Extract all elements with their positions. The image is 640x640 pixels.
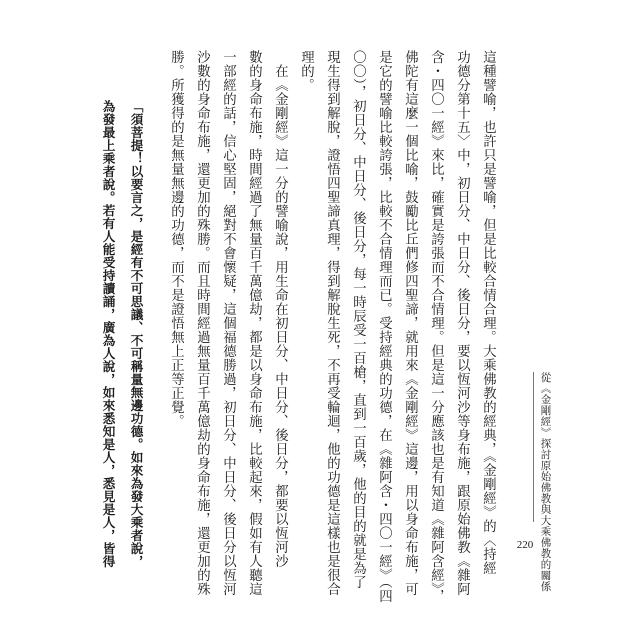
- page-number: 220: [516, 539, 534, 551]
- text-line: 現生得到解脫，證悟四聖諦真理，得到解脫生死，不再受輪迴，他的功德是這樣也是很合: [324, 50, 340, 596]
- text-line: 功德分第十五〉中，初日分、中日分、後日分，要以恆河沙等身布施，跟原始佛教《雜阿: [454, 50, 470, 596]
- text-line: 勝。所獲得的是無量無邊的功德，而不是證悟無上正等正覺。: [168, 50, 184, 428]
- text-line: 佛陀有這麼一個比喻，鼓勵比丘們修四聖諦，就用來《金剛經》這邊，用以身命布施，可: [402, 50, 418, 596]
- text-line: 在《金剛經》這一分的譬喻說，用生命在初日分、中日分、後日分，都要以恆河沙: [272, 50, 288, 568]
- text-line: 理的。: [298, 50, 314, 92]
- text-line: 是它的譬喻比較誇張，比較不合情理而已。受持經典的功德，在《雜阿含・四〇一經》（四: [376, 50, 392, 604]
- text-line: 這種譬喻，也許只是譬喻，但是比較合情合理。大乘佛教的經典，《金剛經》的〈持經: [480, 50, 496, 576]
- text-line: 含・四〇一經》來比，確實是誇張而不合情理。但是這一分應該也是有知道《雜阿含經》，: [428, 50, 444, 604]
- running-head: 從《金剛經》探討原始佛教與大乘佛教的關係: [539, 372, 552, 592]
- quote-line: 「須菩提！以要言之，是經有不可思議、不可稱量無邊功德。如來為發大乘者說，: [128, 100, 144, 568]
- quote-line: 為發最上乘者說。若有人能受持讀誦，廣為人說，如來悉知是人，悉見是人，皆得: [100, 100, 116, 568]
- header-divider: [533, 372, 534, 522]
- text-line: 一部經的話，信心堅固，絕對不會懷疑，這個福德勝過，初日分、中日分、後日分以恆河: [220, 50, 236, 596]
- text-line: 〇〇），初日分、中日分、後日分，每一時辰受一百槍，直到一百歲，他的目的就是為了: [350, 50, 366, 590]
- text-line: 沙數的身命布施，還更加的殊勝。而且時間經過無量百千萬億劫的身命布施，還更加的殊: [194, 50, 210, 596]
- text-line: 數的身命布施，時間經過了無量百千萬億劫，都是以身命布施，比較起來，假如有人聽這: [246, 50, 262, 596]
